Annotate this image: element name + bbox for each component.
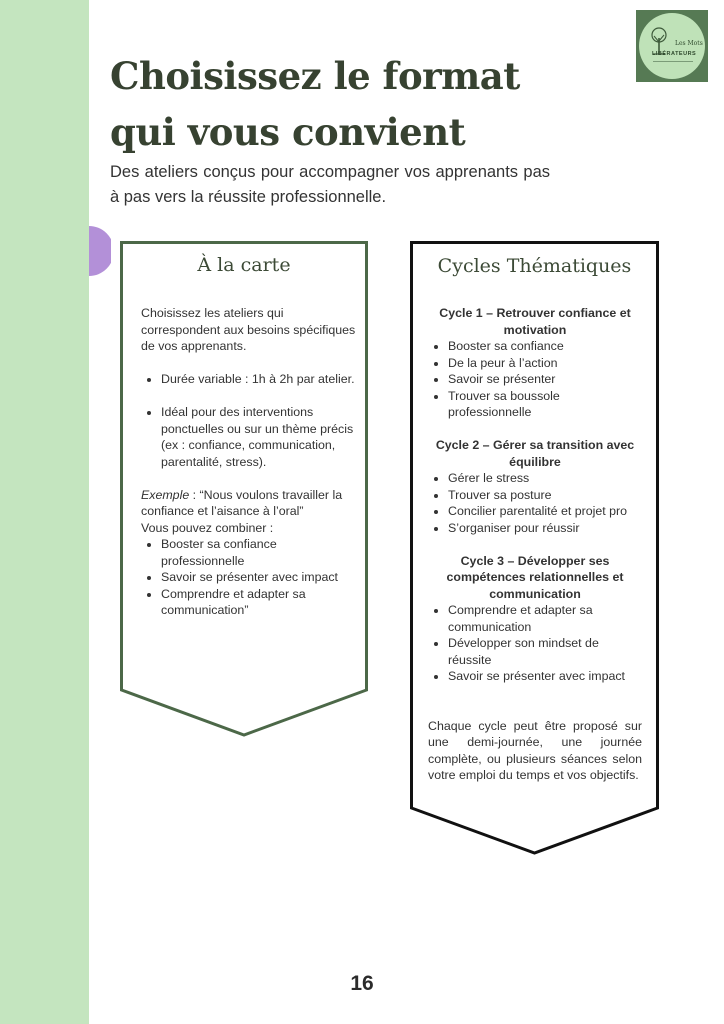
example-text: : “Nous voulons travailler la confiance et l’aisance à l’oral” — [141, 487, 343, 518]
list-item: • Comprendre et adapter sa communication” — [161, 586, 356, 619]
cycles-title: Cycles Thématiques — [437, 255, 632, 277]
list-item: • De la peur à l’action — [448, 355, 642, 372]
a-la-carte-title: À la carte — [197, 254, 291, 276]
cycles-footer: Chaque cycle peut être proposé sur une demi-journée, une journée complète, ou plusieurs séances selon votre emploi du temps et vos objectifs. — [428, 718, 642, 782]
cycle-3-list — [428, 602, 642, 685]
combine-list — [141, 536, 356, 619]
logo-divider — [653, 61, 693, 62]
list-item: • Développer son mindset de réussite — [448, 635, 642, 668]
a-la-carte-intro: Choisissez les ateliers qui correspondent aux besoins spécifiques de vos apprenants. — [141, 306, 356, 353]
cycle-1-heading: Cycle 1 – Retrouver confiance et motivation — [439, 306, 631, 337]
page-title: Choisissez le format qui vous convient — [110, 54, 520, 154]
a-la-carte-bullet-list-1 — [141, 371, 356, 388]
list-item: • Gérer le stress — [448, 470, 642, 487]
a-la-carte-panel — [120, 241, 368, 738]
cycles-body — [428, 305, 642, 784]
example-label: Exemple — [141, 487, 190, 502]
logo-text-top: Les Mots — [675, 40, 703, 47]
a-la-carte-combine: Vous pouvez combiner : — [141, 520, 274, 535]
a-la-carte-body — [141, 305, 356, 619]
list-item: • Booster sa confiance professionnelle — [161, 536, 356, 569]
list-item: • Booster sa confiance — [448, 338, 642, 355]
list-item: • Savoir se présenter — [448, 371, 642, 388]
a-la-carte-example — [141, 487, 356, 520]
left-decorative-band — [0, 0, 89, 1024]
list-item: • Savoir se présenter avec impact — [161, 569, 356, 586]
logo-text-brand: LIBÉRATEURS — [652, 51, 697, 57]
a-la-carte-bullet-list-2 — [141, 404, 356, 470]
page-number: 16 — [350, 972, 374, 995]
cycles-panel — [410, 241, 659, 856]
cycle-2-heading: Cycle 2 – Gérer sa transition avec équilibre — [435, 438, 635, 469]
list-item: • Durée variable : 1h à 2h par atelier. — [161, 371, 356, 388]
list-item: • Idéal pour des interventions ponctuelles ou sur un thème précis (ex : confiance, communication, parentalité, stress). — [161, 404, 356, 470]
list-item: • Savoir se présenter avec impact — [448, 668, 642, 685]
list-item: • Concilier parentalité et projet pro — [448, 503, 642, 520]
page-subtitle: Des ateliers conçus pour accompagner vos apprenants pas à pas vers la réussite professionnelle. — [110, 163, 550, 206]
purple-half-circle — [89, 226, 111, 276]
list-item: • Comprendre et adapter sa communication — [448, 602, 642, 635]
brand-logo — [636, 10, 708, 82]
cycle-3-heading: Cycle 3 – Développer ses compétences relationnelles et communication — [446, 553, 624, 601]
list-item: • Trouver sa posture — [448, 487, 642, 504]
cycle-2-list — [428, 470, 642, 536]
list-item: • S’organiser pour réussir — [448, 520, 642, 537]
logo-circle — [639, 13, 705, 79]
list-item: • Trouver sa boussole professionnelle — [448, 388, 642, 421]
cycle-1-list — [428, 338, 642, 421]
